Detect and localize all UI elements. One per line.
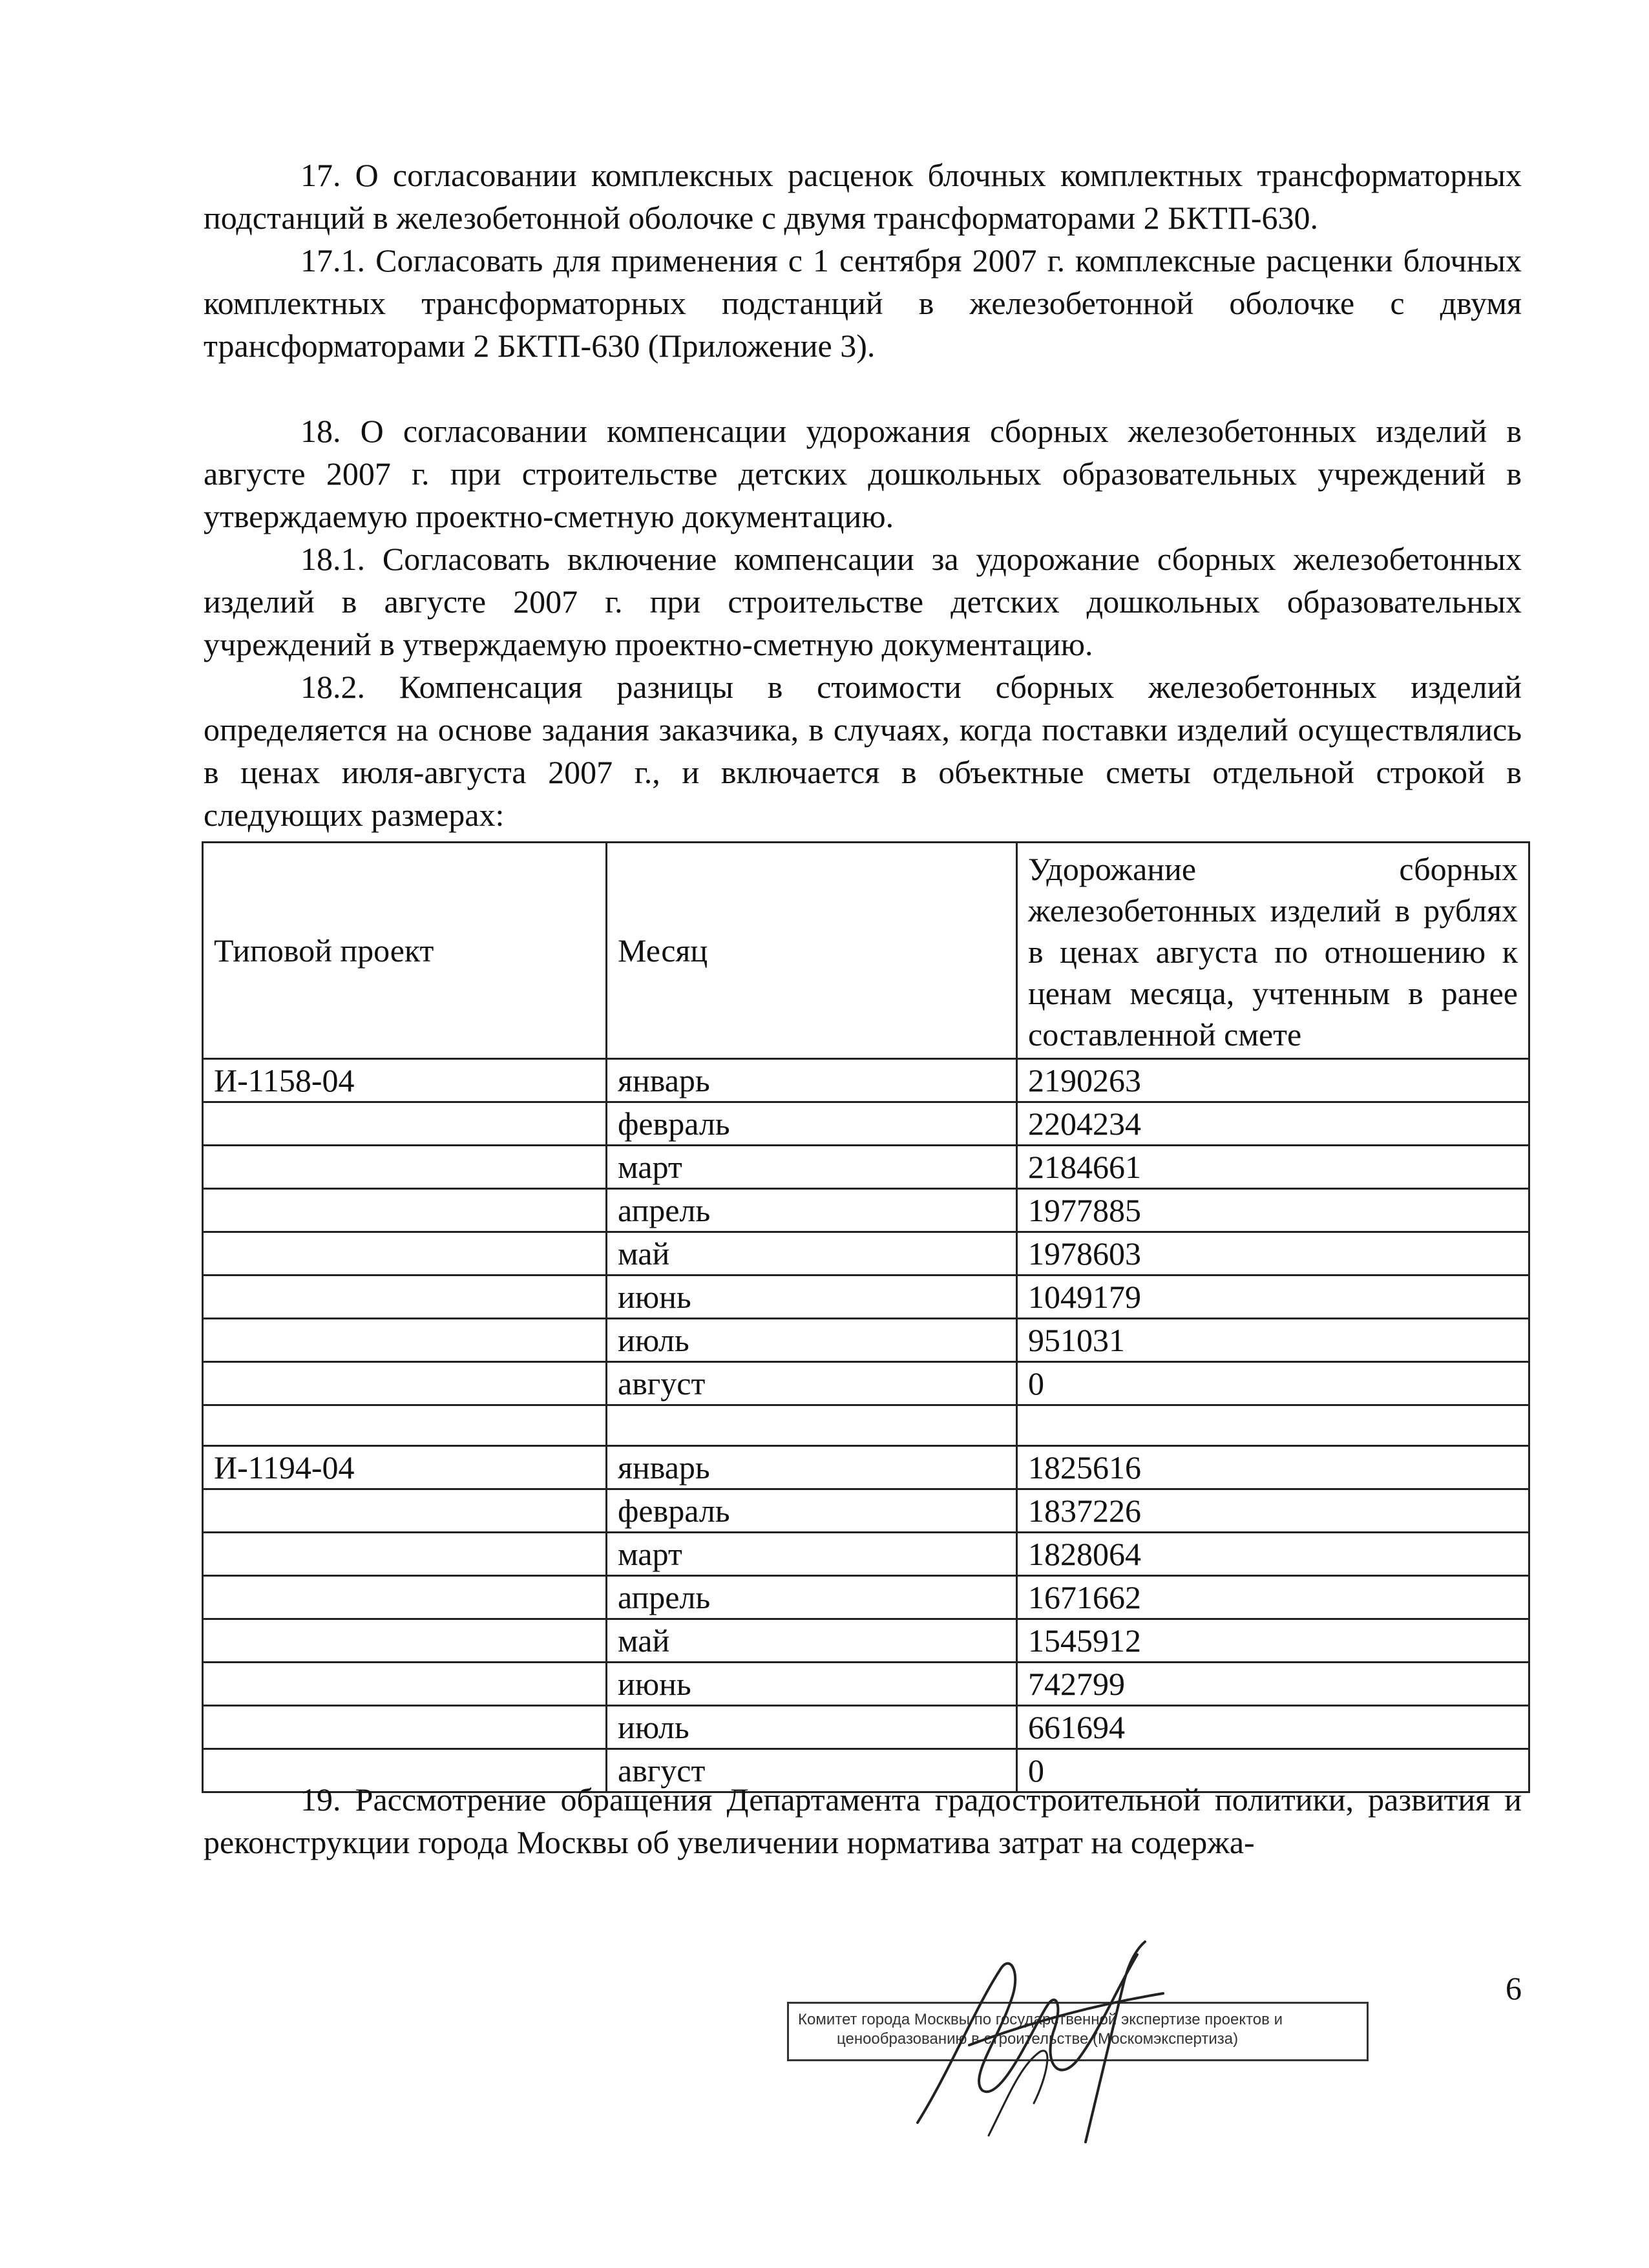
cell-project [203,1189,607,1232]
cell-value: 0 [1017,1749,1529,1792]
cell-month: июнь [607,1663,1017,1706]
cell-value: 1825616 [1017,1446,1529,1489]
cell-value [1017,1405,1529,1446]
cell-project [203,1576,607,1619]
text-section-bottom [204,1778,1522,1864]
cell-month: май [607,1619,1017,1663]
header-month: Месяц [607,843,1017,1059]
cell-month: июль [607,1706,1017,1749]
cell-value: 1671662 [1017,1576,1529,1619]
cell-month: май [607,1232,1017,1276]
cell-value: 1837226 [1017,1489,1529,1533]
table-row [203,1189,1529,1232]
cell-value: 1977885 [1017,1189,1529,1232]
cell-month: март [607,1146,1017,1189]
table-row [203,1102,1529,1146]
paragraph-18-1: 18.1. Согласовать включение компенсации за удорожание сборных железобетонных изделий в августе 2007 г. при строительстве детских дошкольных образовательных учреждений в утверждаемую проектно-сметную документацию. [204,541,1522,662]
page-number: 6 [1506,1970,1522,2006]
text-section-top [204,154,1522,836]
cell-month: январь [607,1446,1017,1489]
stamp-line-2: ценообразованию в строительстве (Москомэкспертиза) [837,2030,1239,2048]
cell-project [203,1319,607,1362]
table-header-row [203,843,1529,1059]
cell-value: 2204234 [1017,1102,1529,1146]
cell-value: 951031 [1017,1319,1529,1362]
cell-month: март [607,1533,1017,1576]
table-row [203,1059,1529,1102]
cell-project [203,1706,607,1749]
cell-value: 2184661 [1017,1146,1529,1189]
cell-project [203,1619,607,1663]
table-row [203,1576,1529,1619]
cell-project [203,1102,607,1146]
table-row [203,1319,1529,1362]
cell-month: июнь [607,1276,1017,1319]
cell-month: июль [607,1319,1017,1362]
cell-project [203,1146,607,1189]
table-row [203,1276,1529,1319]
cell-value: 0 [1017,1362,1529,1405]
cell-project [203,1362,607,1405]
table-row [203,1146,1529,1189]
cell-value: 2190263 [1017,1059,1529,1102]
cell-month: февраль [607,1489,1017,1533]
cell-value: 661694 [1017,1706,1529,1749]
table-row [203,1619,1529,1663]
cell-project [203,1533,607,1576]
table-row [203,1706,1529,1749]
table-row [203,1405,1529,1446]
paragraph-17: 17. О согласовании комплексных расценок блочных комплектных трансформаторных подстанций в железобетонной оболочке с двумя трансформаторами 2 БКТП-630. [204,157,1522,236]
cell-month: август [607,1749,1017,1792]
table-row [203,1446,1529,1489]
cell-project: И-1194-04 [203,1446,607,1489]
cell-project [203,1489,607,1533]
paragraph-17-1: 17.1. Согласовать для применения с 1 сентября 2007 г. комплексные расценки блочных комплектных трансформаторных подстанций в железобетонной оболочке с двумя трансформаторами 2 БКТП-630 (Приложение 3). [204,242,1522,364]
cell-month: апрель [607,1576,1017,1619]
paragraph-18: 18. О согласовании компенсации удорожания сборных железобетонных изделий в августе 2007 г. при строительстве детских дошкольных образовательных учреждений в утверждаемую проектно-сметную документацию. [204,413,1522,534]
header-cost-increase: Удорожание сборных железобетонных изделий в рублях в ценах августа по отношению к ценам месяца, учтенным в ранее составленной смете [1017,843,1529,1059]
paragraph-18-2: 18.2. Компенсация разницы в стоимости сборных железобетонных изделий определяется на основе задания заказчика, в случаях, когда поставки изделий осуществлялись в ценах июля-августа 2007 г., и включается в объектные сметы отдельной строкой в следующих размерах: [204,669,1522,833]
table-row [203,1362,1529,1405]
price-compensation-table [202,841,1530,1793]
cell-project [203,1232,607,1276]
header-project: Типовой проект [203,843,607,1059]
cell-month: апрель [607,1189,1017,1232]
cell-month: январь [607,1059,1017,1102]
table-row [203,1533,1529,1576]
cell-project [203,1405,607,1446]
table-body [203,1059,1529,1792]
cell-month: февраль [607,1102,1017,1146]
cell-month [607,1405,1017,1446]
table-row [203,1663,1529,1706]
cell-project [203,1663,607,1706]
cell-value: 1828064 [1017,1533,1529,1576]
paragraph-19: 19. Рассмотрение обращения Департамента градостроительной политики, развития и реконструкции города Москвы об увеличении норматива затрат на содержа- [204,1781,1522,1860]
cell-value: 1545912 [1017,1619,1529,1663]
cell-project: И-1158-04 [203,1059,607,1102]
handwritten-signature [892,1929,1228,2148]
stamp-line-1: Комитет города Москвы по государственной экспертизе проектов и [798,2011,1283,2028]
cell-month: август [607,1362,1017,1405]
cell-value: 1049179 [1017,1276,1529,1319]
cell-value: 742799 [1017,1663,1529,1706]
cell-value: 1978603 [1017,1232,1529,1276]
cell-project [203,1276,607,1319]
table-row [203,1489,1529,1533]
table-row [203,1232,1529,1276]
